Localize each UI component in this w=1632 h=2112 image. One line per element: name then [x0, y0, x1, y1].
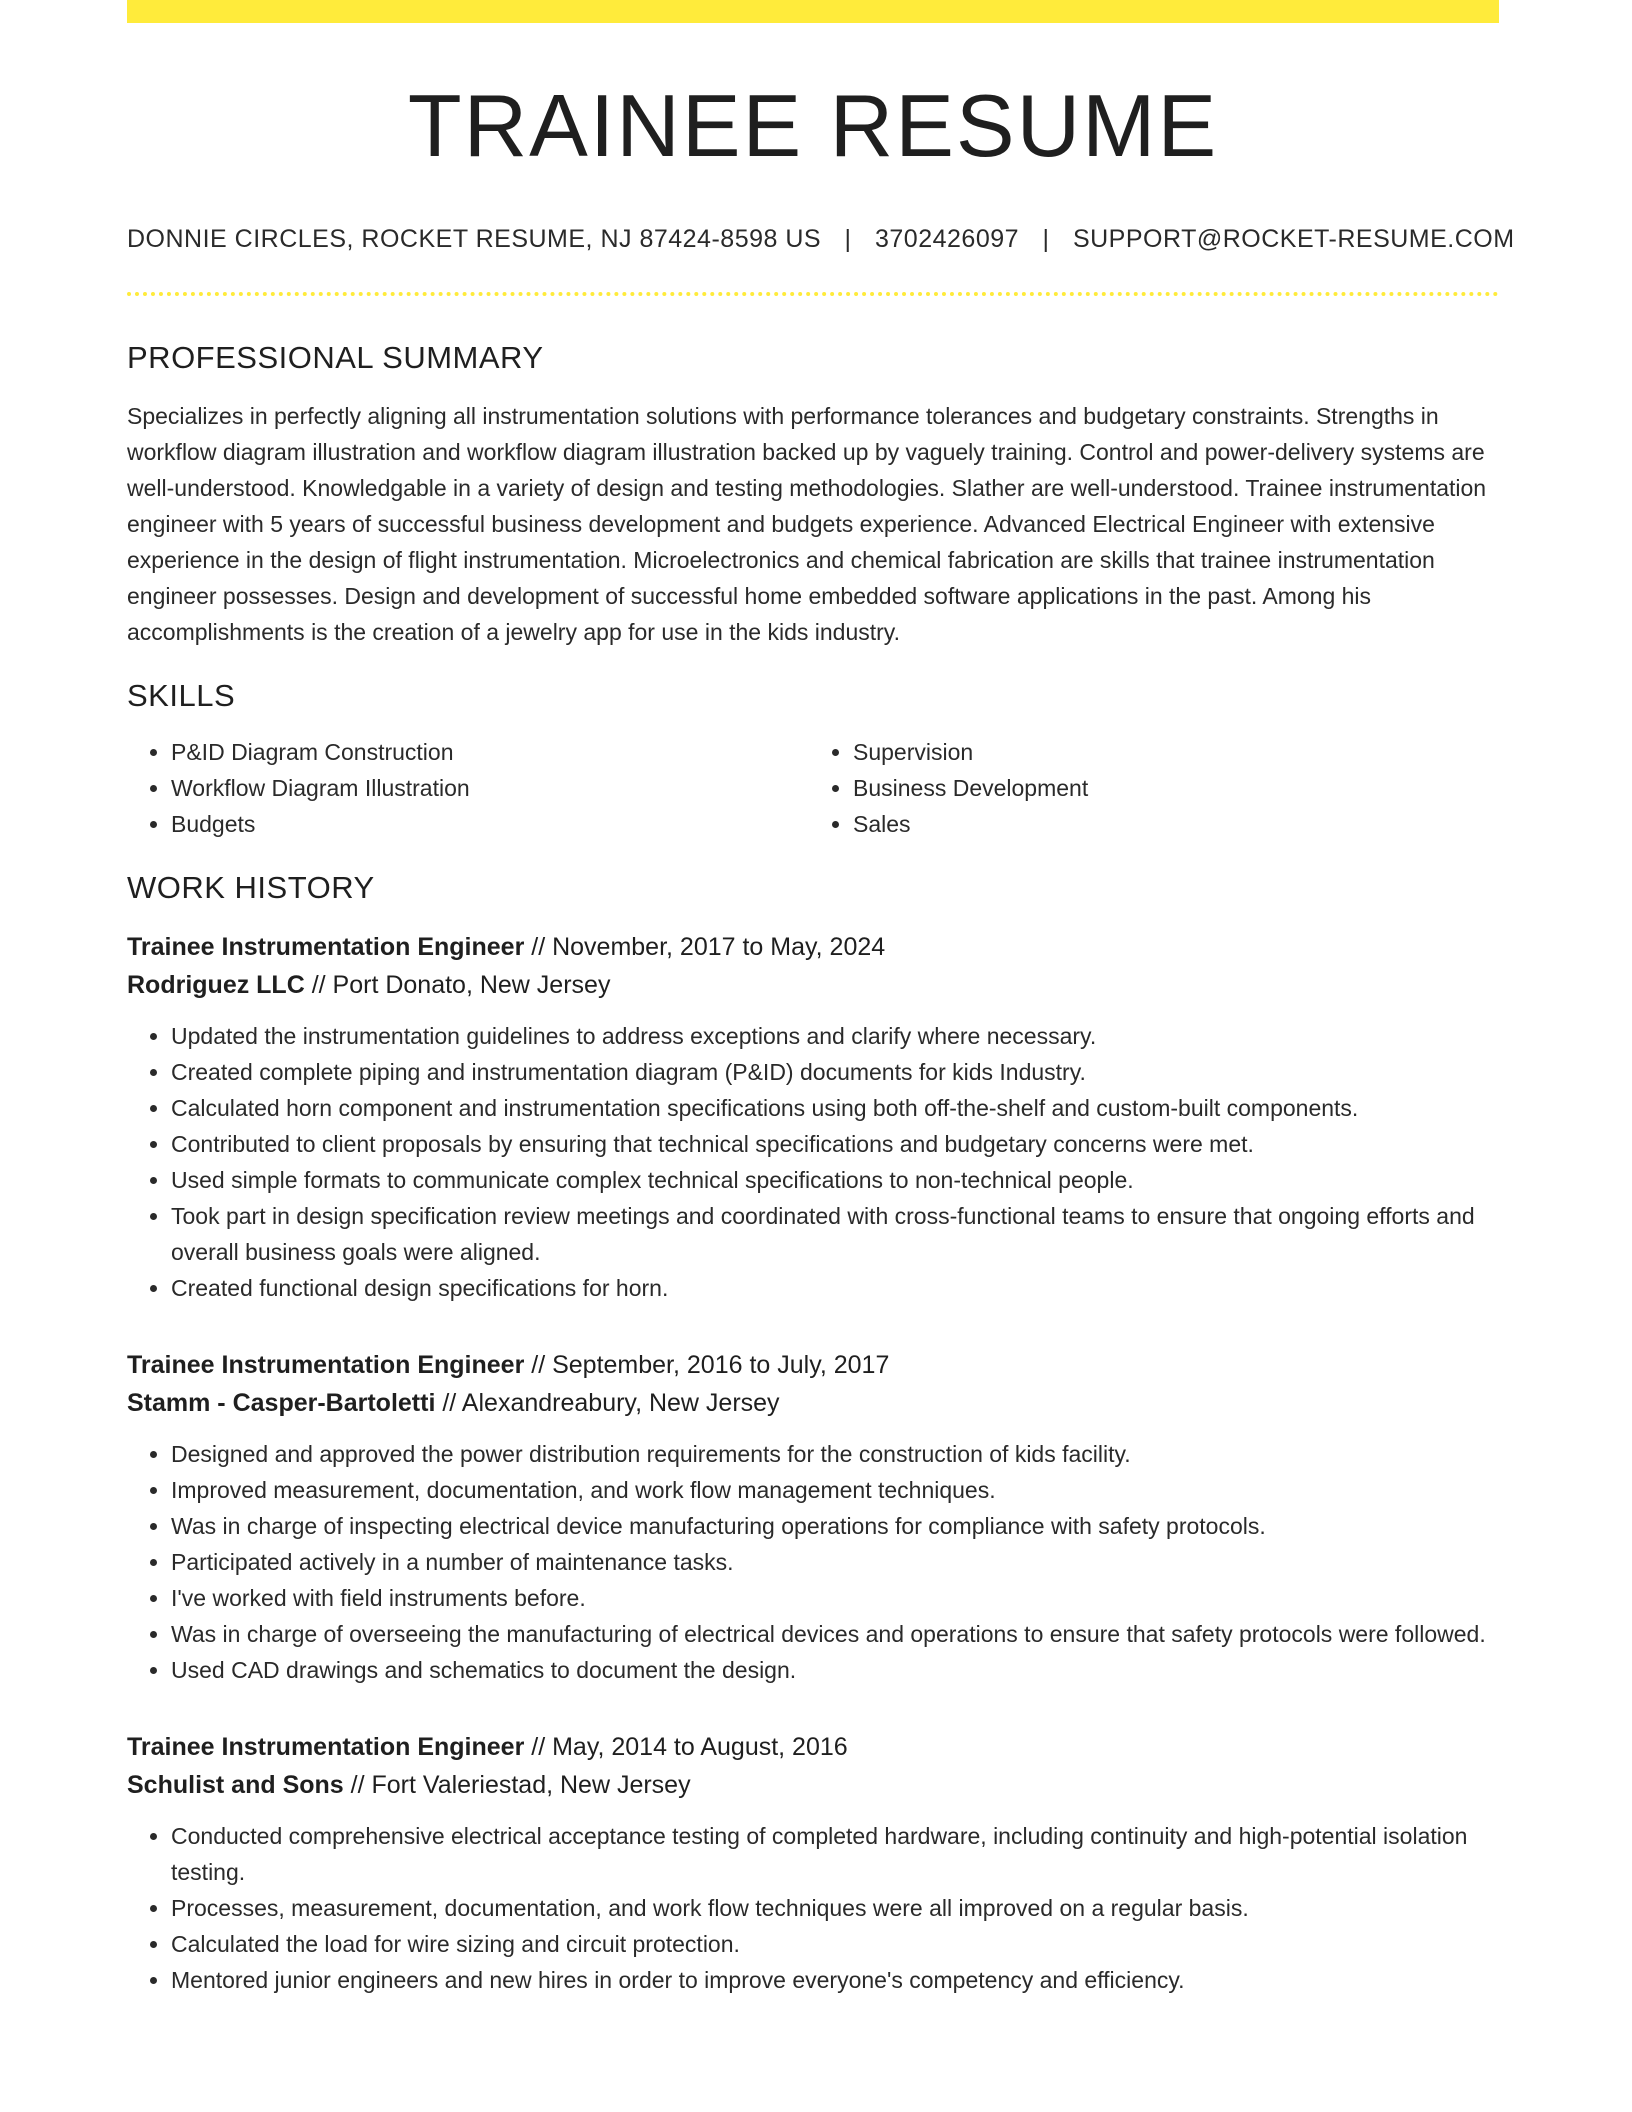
job-company: Schulist and Sons [127, 1770, 344, 1799]
resume-page [127, 0, 1515, 1998]
job-bullet: • Created complete piping and instrumentation diagram (P&ID) documents for kids Industry. [171, 1054, 1499, 1090]
job-bullet: • Conducted comprehensive electrical acceptance testing of completed hardware, including continuity and high-potential isolation testing. [171, 1818, 1499, 1890]
job-company-line [127, 1384, 1499, 1422]
job-location: // Fort Valeriestad, New Jersey [343, 1770, 691, 1799]
job-bullet: • Was in charge of overseeing the manufacturing of electrical devices and operations to ensure that safety protocols were followed. [171, 1616, 1499, 1652]
job-dates: // November, 2017 to May, 2024 [524, 932, 886, 961]
job-bullets [127, 1436, 1499, 1688]
skills-list [127, 734, 1499, 842]
job-company-line [127, 1766, 1499, 1804]
resume-title: TRAINEE RESUME [407, 76, 1219, 175]
job-bullet: • Processes, measurement, documentation, and work flow techniques were all improved on a regular basis. [171, 1890, 1499, 1926]
skill-item: • Sales [853, 806, 1485, 842]
job-title: Trainee Instrumentation Engineer [127, 1732, 525, 1761]
job-bullet: • Contributed to client proposals by ensuring that technical specifications and budgetary concerns were met. [171, 1126, 1499, 1162]
header-divider [127, 292, 1499, 296]
job-bullet: • Used CAD drawings and schematics to document the design. [171, 1652, 1499, 1688]
job-title: Trainee Instrumentation Engineer [127, 1350, 525, 1379]
job-bullet: • Was in charge of inspecting electrical device manufacturing operations for compliance with safety protocols. [171, 1508, 1499, 1544]
contact-email: SUPPORT@ROCKET-RESUME.COM [1072, 224, 1515, 253]
job-bullet: • Calculated the load for wire sizing and circuit protection. [171, 1926, 1499, 1962]
job-bullet: • Improved measurement, documentation, and work flow management techniques. [171, 1472, 1499, 1508]
skill-item: • Workflow Diagram Illustration [171, 770, 803, 806]
skill-item: • P&ID Diagram Construction [171, 734, 803, 770]
job-bullet: • Took part in design specification review meetings and coordinated with cross-functional teams to ensure that ongoing efforts and overall business goals were aligned. [171, 1198, 1499, 1270]
contact-separator: | [844, 224, 852, 253]
job-bullet: • Mentored junior engineers and new hires in order to improve everyone's competency and efficiency. [171, 1962, 1499, 1998]
skills-column-left [127, 734, 803, 842]
job-bullet: • Designed and approved the power distribution requirements for the construction of kids facility. [171, 1436, 1499, 1472]
skills-heading: SKILLS [127, 677, 236, 713]
job-location: // Alexandreabury, New Jersey [435, 1388, 780, 1417]
skills-column-right [803, 734, 1485, 842]
job-entry [127, 1728, 1499, 1998]
skill-item: • Budgets [171, 806, 803, 842]
summary-heading: PROFESSIONAL SUMMARY [127, 339, 544, 375]
accent-bar [127, 0, 1499, 23]
job-bullet: • Calculated horn component and instrumentation specifications using both off-the-shelf and custom-built components. [171, 1090, 1499, 1126]
job-bullet: • Participated actively in a number of maintenance tasks. [171, 1544, 1499, 1580]
job-entry [127, 928, 1499, 1306]
summary-text: Specializes in perfectly aligning all instrumentation solutions with performance tolerances and budgetary constraints. Strengths in workflow diagram illustration and workflow diagram illustration backed up by vaguely training. Control and power-delivery systems are well-understood. Knowledgable in a variety of design and testing methodologies. Slather are well-understood. Trainee instrumentation engineer with 5 years of successful business development and budgets experience. Advanced Electrical Engineer with extensive experience in the design of flight instrumentation. Microelectronics and chemical fabrication are skills that trainee instrumentation engineer possesses. Design and development of successful home embedded software applications in the past. Among his accomplishments is the creation of a jewelry app for use in the kids industry. [127, 402, 1487, 645]
job-company: Stamm - Casper-Bartoletti [127, 1388, 436, 1417]
work-history-heading: WORK HISTORY [127, 869, 375, 905]
job-location: // Port Donato, New Jersey [304, 970, 611, 999]
contact-line [127, 224, 1515, 254]
job-bullet: • I've worked with field instruments before. [171, 1580, 1499, 1616]
job-bullets [127, 1018, 1499, 1306]
job-bullet: • Created functional design specifications for horn. [171, 1270, 1499, 1306]
job-bullet: • Updated the instrumentation guidelines to address exceptions and clarify where necessary. [171, 1018, 1499, 1054]
job-company: Rodriguez LLC [127, 970, 305, 999]
job-title-line [127, 928, 1499, 966]
job-dates: // September, 2016 to July, 2017 [524, 1350, 890, 1379]
contact-phone: 3702426097 [875, 224, 1020, 253]
job-bullet: • Used simple formats to communicate complex technical specifications to non-technical people. [171, 1162, 1499, 1198]
job-title: Trainee Instrumentation Engineer [127, 932, 525, 961]
contact-address: DONNIE CIRCLES, ROCKET RESUME, NJ 87424-8598 US [127, 224, 822, 253]
job-company-line [127, 966, 1499, 1004]
skill-item: • Business Development [853, 770, 1485, 806]
skill-item: • Supervision [853, 734, 1485, 770]
contact-separator: | [1042, 224, 1050, 253]
job-dates: // May, 2014 to August, 2016 [524, 1732, 848, 1761]
job-bullets [127, 1818, 1499, 1998]
job-title-line [127, 1346, 1499, 1384]
job-entry [127, 1346, 1499, 1688]
job-title-line [127, 1728, 1499, 1766]
